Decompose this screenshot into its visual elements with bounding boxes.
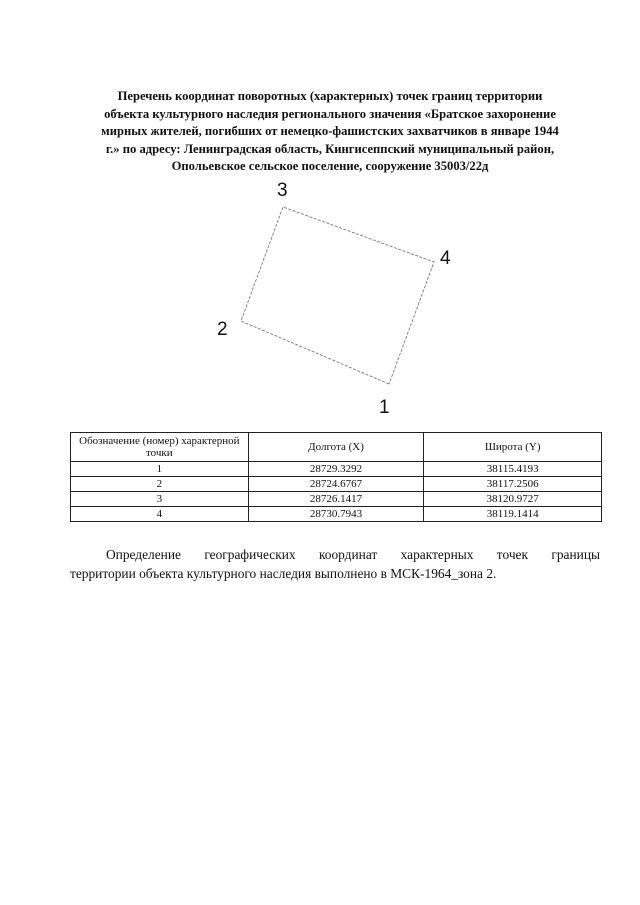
cell-y: 38117.2506 xyxy=(424,477,602,492)
header-latitude: Широта (Y) xyxy=(424,433,602,462)
cell-x: 28726.1417 xyxy=(248,492,424,507)
table-row xyxy=(71,477,602,492)
cell-point: 3 xyxy=(71,492,249,507)
title-line: объекта культурного наследия регионального значения «Братское захоронение xyxy=(104,106,556,121)
point-label-1: 1 xyxy=(379,397,390,418)
title-line: г.» по адресу: Ленинградская область, Кингисеппский муниципальный район, xyxy=(105,141,555,156)
table-header-row xyxy=(71,433,602,462)
title-line: Перечень координат поворотных (характерных) точек границ территории xyxy=(117,89,543,103)
table-row xyxy=(71,507,602,522)
cell-point: 2 xyxy=(71,477,249,492)
note-line-1: Определение географических координат характерных точек границы xyxy=(106,547,600,562)
cell-y: 38119.1414 xyxy=(424,507,602,522)
cell-x: 28730.7943 xyxy=(248,507,424,522)
header-longitude: Долгота (X) xyxy=(248,433,424,462)
cell-point: 1 xyxy=(71,462,249,477)
table-row xyxy=(71,492,602,507)
cell-x: 28729.3292 xyxy=(248,462,424,477)
title-line: мирных жителей, погибших от немецко-фашистских захватчиков в январе 1944 xyxy=(101,124,559,139)
point-label-2: 2 xyxy=(217,319,228,340)
cell-point: 4 xyxy=(71,507,249,522)
boundary-diagram xyxy=(0,170,640,420)
point-label-4: 4 xyxy=(440,248,451,269)
boundary-polygon xyxy=(241,207,434,384)
header-point-number: Обозначение (номер) характерной точки xyxy=(71,433,249,462)
title-line: Опольевское сельское поселение, сооружение 35003/22д xyxy=(171,159,489,174)
document-title xyxy=(70,88,590,176)
note-line-2: территории объекта культурного наследия выполнено в МСК-1964_зона 2. xyxy=(70,566,497,581)
cell-y: 38120.9727 xyxy=(424,492,602,507)
coordinates-table xyxy=(70,432,602,522)
cell-x: 28724.6767 xyxy=(248,477,424,492)
table-row xyxy=(71,462,602,477)
cell-y: 38115.4193 xyxy=(424,462,602,477)
coordinate-system-note xyxy=(70,545,600,583)
point-label-3: 3 xyxy=(277,180,288,201)
